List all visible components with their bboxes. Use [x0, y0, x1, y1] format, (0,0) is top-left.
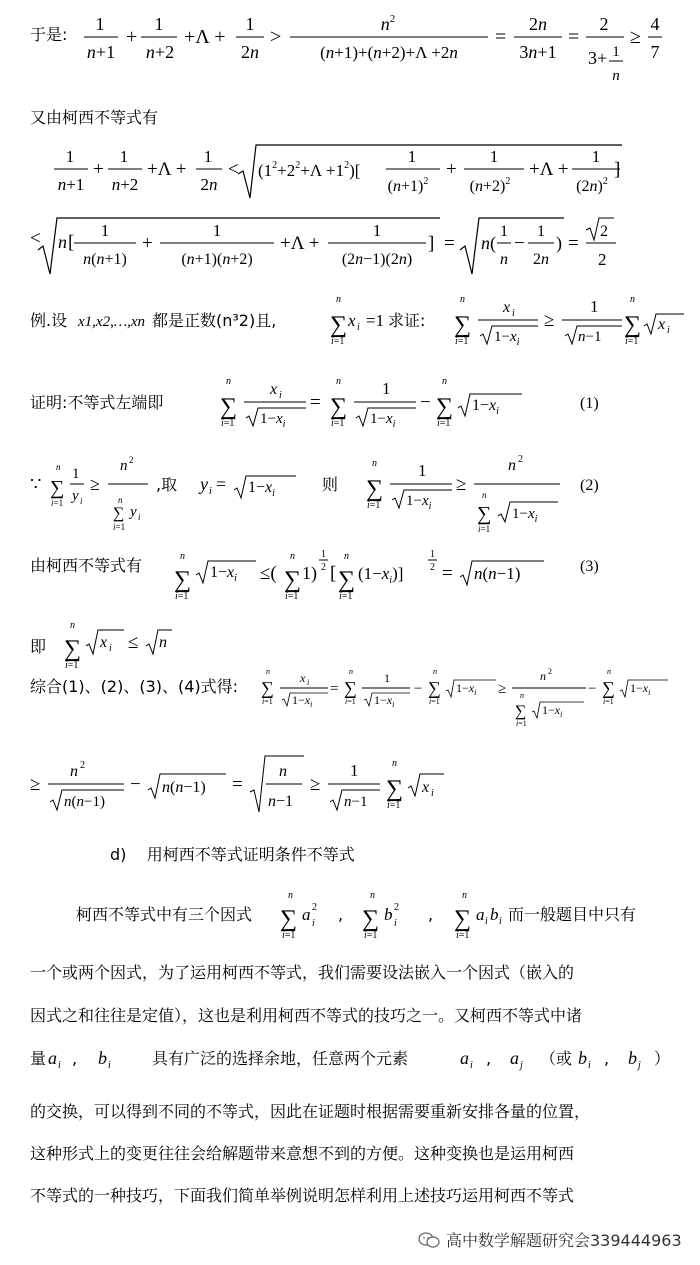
svg-text:1−xi: $1-x_i$ — [494, 329, 520, 348]
svg-text:i=1: i=1 — [285, 591, 299, 602]
svg-text:i=1: i=1 — [65, 660, 79, 670]
svg-text:=: = — [330, 681, 339, 697]
svg-text:n: n — [462, 890, 467, 901]
svg-text:i=1: i=1 — [455, 336, 469, 347]
svg-text:1: 1 — [372, 221, 382, 240]
svg-text:∑: ∑ — [477, 503, 492, 525]
svg-text:1: 1 — [590, 297, 599, 316]
svg-text:i: i — [138, 512, 141, 522]
svg-text:n: n — [336, 376, 341, 387]
svg-text:n(n−1): n(n−1) — [474, 564, 521, 583]
formula-line-1 — [0, 0, 700, 95]
svg-text:i=1: i=1 — [364, 930, 378, 941]
svg-text:4: 4 — [650, 14, 660, 34]
watermark — [418, 1228, 682, 1251]
svg-text:≥: ≥ — [498, 681, 507, 697]
svg-text:∑: ∑ — [386, 776, 404, 802]
svg-text:x: x — [348, 311, 356, 330]
svg-text:<: < — [228, 159, 239, 180]
para-line-1 — [0, 886, 700, 946]
svg-text:i=1: i=1 — [387, 800, 401, 811]
svg-text:i: i — [667, 325, 670, 336]
svg-text:1: 1 — [119, 147, 129, 166]
because-symbol: ∵ — [30, 474, 42, 494]
proof-line-5 — [0, 664, 700, 730]
svg-text:i=1: i=1 — [367, 500, 381, 511]
svg-text:,: , — [486, 1049, 492, 1068]
svg-text:∑: ∑ — [338, 567, 356, 593]
svg-text:i=1: i=1 — [456, 930, 470, 941]
svg-text:n: n — [279, 763, 287, 780]
svg-text:+Λ +: +Λ + — [147, 159, 187, 180]
svg-text:i=1: i=1 — [262, 697, 273, 706]
svg-text:1: 1 — [321, 549, 326, 560]
svg-text:n: n — [630, 294, 635, 305]
svg-text:n: n — [159, 634, 167, 651]
svg-text:(n+2)2: $(n+2)^2$ — [469, 176, 511, 195]
para1-post: 而一般题目中只有 — [508, 905, 637, 924]
svg-text:2: 2 — [548, 667, 552, 676]
svg-text:a: a — [476, 905, 485, 924]
svg-text:∑: ∑ — [330, 312, 348, 338]
svg-text:i=1: i=1 — [429, 697, 440, 706]
svg-text:2: 2 — [80, 760, 85, 771]
para-line-2: 一个或两个因式，为了运用柯西不等式，我们需要设法嵌入一个因式（嵌入的 — [30, 963, 575, 982]
svg-text:1−xi: $1-x_i$ — [456, 681, 477, 697]
svg-text:(n+1)(n+2): (n+1)(n+2) — [181, 251, 253, 268]
svg-text:n: n — [70, 620, 75, 631]
svg-text:1−xi: $1-x_i$ — [260, 411, 286, 430]
svg-text:n(: n( — [481, 233, 496, 253]
proof-label: 证明: — [30, 393, 68, 412]
svg-text:3n+1: 3n+1 — [519, 42, 557, 62]
svg-text:∑: ∑ — [344, 678, 357, 698]
svg-text:n−1: n−1 — [344, 794, 368, 810]
example-vars: x1,x2,…,xn — [78, 314, 146, 330]
svg-text:x: x — [270, 381, 278, 398]
svg-text:n: n — [460, 294, 465, 305]
svg-text:1: 1 — [537, 223, 545, 240]
para-line-6: 这种形式上的变更往往会给解题带来意想不到的方便。这种变换也是运用柯西 — [30, 1144, 575, 1163]
svg-text:i=1: i=1 — [625, 336, 639, 347]
svg-text:1: 1 — [95, 14, 105, 34]
svg-text:,: , — [604, 1049, 610, 1068]
svg-text:(n+1)2: $(n+1)^2$ — [387, 176, 429, 195]
svg-text:−: − — [414, 681, 423, 697]
svg-text:1−xi: $1-x_i$ — [370, 411, 396, 430]
example-prove: 求证: — [388, 311, 426, 330]
svg-text:n−1: n−1 — [578, 329, 602, 345]
svg-text:1: 1 — [489, 147, 499, 166]
svg-text:x: x — [422, 779, 430, 796]
svg-text:+: + — [446, 159, 457, 180]
svg-text:=: = — [232, 774, 243, 795]
svg-text:≥: ≥ — [456, 474, 467, 495]
svg-text:∑: ∑ — [113, 505, 125, 522]
svg-text:∑: ∑ — [366, 476, 384, 502]
svg-text:y: y — [72, 488, 79, 504]
svg-text:2: 2 — [394, 902, 399, 913]
svg-text:≥: ≥ — [630, 26, 641, 48]
svg-text:∑: ∑ — [220, 394, 238, 420]
svg-text:n: n — [508, 457, 516, 474]
svg-text:1: 1 — [350, 761, 359, 780]
svg-text:1: 1 — [100, 221, 110, 240]
svg-text:i: i — [312, 918, 315, 929]
svg-text:j: j — [520, 1060, 523, 1071]
svg-text:n: n — [58, 232, 67, 252]
svg-text:i: i — [499, 916, 502, 927]
para2-b: 具有广泛的选择余地，任意两个元素 — [152, 1049, 409, 1068]
svg-text:1: 1 — [418, 461, 427, 480]
svg-text:=: = — [216, 474, 227, 494]
svg-text:1−xi: $1-x_i$ — [374, 693, 395, 709]
svg-text:i=1: i=1 — [516, 719, 527, 728]
svg-text:3+: 3+ — [588, 48, 608, 68]
svg-text:b: b — [490, 905, 499, 924]
proof-line-1 — [0, 370, 700, 440]
svg-text:n+1: n+1 — [57, 175, 85, 194]
eq-number-1: (1) — [580, 395, 599, 412]
svg-text:2: 2 — [430, 562, 435, 573]
svg-text:n: n — [372, 458, 377, 469]
svg-text:n: n — [392, 758, 397, 769]
svg-text:b: b — [628, 1048, 637, 1068]
svg-text:2: 2 — [600, 223, 608, 240]
eq-number-3: (3) — [580, 558, 599, 575]
svg-text:∑: ∑ — [515, 703, 527, 720]
svg-text:2n: 2n — [241, 42, 259, 62]
svg-text:∑: ∑ — [174, 567, 192, 593]
svg-text:1: 1 — [612, 44, 620, 60]
para1-pre: 柯西不等式中有三个因式 — [76, 905, 253, 924]
svg-text:∑: ∑ — [624, 312, 642, 338]
svg-text:≥: ≥ — [544, 310, 555, 331]
svg-text:[: [ — [68, 232, 75, 253]
svg-text:n: n — [56, 462, 61, 472]
svg-text:,: , — [72, 1049, 78, 1068]
proof-line-3 — [0, 545, 700, 615]
svg-text:1: 1 — [384, 671, 390, 685]
svg-text:n+2: n+2 — [111, 175, 139, 194]
svg-text:1): 1) — [302, 563, 317, 583]
svg-text:1: 1 — [212, 221, 222, 240]
svg-text:=1: =1 — [366, 311, 385, 330]
svg-text:i: i — [588, 1060, 591, 1071]
svg-text:i=1: i=1 — [113, 522, 126, 532]
svg-text:b: b — [578, 1048, 587, 1068]
svg-text:1−xi: $1-x_i$ — [248, 479, 275, 499]
svg-text:i=1: i=1 — [603, 697, 614, 706]
svg-text:−: − — [130, 774, 141, 795]
svg-text:i=1: i=1 — [221, 418, 235, 429]
svg-text:n: n — [433, 667, 437, 676]
svg-text:n: n — [482, 490, 487, 500]
svg-text:n2: $n^2$ — [380, 13, 396, 34]
svg-text:n: n — [607, 667, 611, 676]
svg-text:1: 1 — [245, 14, 255, 34]
para2-a: 量 — [30, 1049, 47, 1068]
proof-line-2 — [0, 448, 700, 538]
svg-text:2: 2 — [321, 562, 326, 573]
example-label: 例.设 — [30, 311, 68, 330]
svg-text:≥: ≥ — [30, 774, 41, 795]
svg-text:x: x — [300, 671, 306, 685]
svg-text:a: a — [48, 1048, 57, 1068]
svg-text:=: = — [568, 233, 579, 254]
svg-text:i=1: i=1 — [478, 524, 491, 534]
para-line-4 — [0, 1040, 700, 1080]
svg-text:>: > — [270, 26, 282, 48]
svg-text:n: n — [540, 669, 546, 683]
svg-text:≥: ≥ — [90, 474, 100, 494]
svg-text:∑: ∑ — [280, 906, 298, 932]
para-line-5: 的交换，可以得到不同的不等式，因此在证题时根据需要重新安排各量的位置， — [30, 1102, 591, 1121]
svg-text:i=1: i=1 — [345, 697, 356, 706]
svg-text:−: − — [588, 681, 597, 697]
svg-text:≤: ≤ — [128, 632, 139, 653]
para-line-3: 因式之和往往是定值），这也是利用柯西不等式的技巧之一。又柯西不等式中诸 — [30, 1006, 583, 1025]
svg-text:2: 2 — [599, 14, 609, 34]
svg-text:i: i — [485, 916, 488, 927]
svg-text:∑: ∑ — [284, 567, 302, 593]
svg-text:[: [ — [330, 563, 337, 584]
svg-text:∑: ∑ — [602, 678, 615, 698]
svg-text:∑: ∑ — [454, 906, 472, 932]
wechat-icon — [418, 1231, 440, 1249]
svg-text:1−xi: $1-x_i$ — [472, 397, 499, 417]
svg-text:n: n — [180, 551, 185, 562]
formula-line-4 — [0, 212, 700, 282]
svg-text:i: i — [307, 678, 310, 687]
svg-text:1: 1 — [500, 223, 508, 240]
svg-text:1−xi: $1-x_i$ — [542, 703, 563, 719]
svg-text:i=1: i=1 — [175, 591, 189, 602]
line1-prefix: 于是: — [30, 25, 68, 44]
watermark-text: 高中数学解题研究会339444963 — [446, 1231, 682, 1250]
svg-text:i: i — [109, 643, 112, 654]
svg-text:i: i — [279, 390, 282, 401]
svg-text:(n+1)+(n+2)+Λ +2n: (n+1)+(n+2)+Λ +2n — [320, 43, 458, 62]
svg-text:2: 2 — [129, 455, 134, 465]
svg-text:+: + — [142, 233, 153, 254]
svg-text:≤(: ≤( — [260, 563, 277, 584]
section-d-title: 用柯西不等式证明条件不等式 — [146, 845, 355, 864]
svg-text:1−xi: $1-x_i$ — [512, 506, 538, 525]
svg-text:1: 1 — [65, 147, 75, 166]
svg-text:证明:不等式左端即 — [30, 393, 163, 412]
svg-text:a: a — [302, 905, 311, 924]
svg-text:n: n — [288, 890, 293, 901]
para2-d: ） — [654, 1049, 671, 1068]
line2-text: 又由柯西不等式有 — [30, 108, 159, 127]
svg-text:2n: 2n — [200, 175, 218, 194]
example-line — [0, 288, 700, 358]
svg-text:−: − — [514, 233, 525, 254]
svg-text:1−xi: $1-x_i$ — [292, 693, 313, 709]
svg-text:n: n — [344, 551, 349, 562]
svg-text:=: = — [310, 392, 321, 413]
proof-left-end: 不等式左端即 — [67, 393, 164, 412]
step5-label: 综合(1)、(2)、(3)、(4)式得: — [30, 677, 239, 696]
svg-text:1: 1 — [430, 549, 435, 560]
svg-text:]: ] — [614, 159, 621, 180]
svg-text:(2n)2: $(2n)^2$ — [576, 176, 608, 195]
svg-text:1−xi: $1-x_i$ — [630, 681, 651, 697]
svg-text:]: ] — [428, 233, 435, 254]
svg-text:i=1: i=1 — [437, 418, 451, 429]
svg-text:+: + — [126, 26, 138, 48]
svg-text:n+1: n+1 — [86, 42, 116, 62]
svg-text:b: b — [384, 905, 393, 924]
svg-text:+Λ +: +Λ + — [184, 26, 226, 48]
svg-text:n(n−1): n(n−1) — [162, 779, 206, 796]
svg-text:2n: 2n — [533, 251, 549, 268]
svg-text:n(n+1): n(n+1) — [83, 251, 127, 268]
svg-text:1: 1 — [154, 14, 164, 34]
svg-text:n: n — [70, 763, 78, 780]
svg-text:2: 2 — [598, 250, 607, 269]
svg-text:≥: ≥ — [310, 774, 321, 795]
svg-text:x: x — [658, 316, 666, 333]
svg-text:n: n — [370, 890, 375, 901]
svg-text:): ) — [556, 233, 562, 253]
svg-text:∑: ∑ — [454, 312, 472, 338]
svg-text:y: y — [130, 504, 137, 520]
svg-text:∑: ∑ — [436, 394, 454, 420]
svg-text:=: = — [444, 233, 455, 254]
svg-text:n: n — [118, 495, 123, 505]
svg-text:n−1: n−1 — [268, 793, 294, 810]
proof-line-4 — [0, 618, 700, 670]
svg-text:n: n — [120, 458, 128, 474]
svg-text:i=1: i=1 — [282, 930, 296, 941]
svg-text:1: 1 — [382, 379, 391, 398]
svg-text:n: n — [290, 551, 295, 562]
svg-text:1−xi: $1-x_i$ — [210, 564, 237, 584]
svg-text:,: , — [338, 905, 344, 924]
proof-line-6 — [0, 750, 700, 830]
svg-text:∑: ∑ — [50, 477, 65, 499]
svg-text:1−xi: $1-x_i$ — [406, 493, 432, 512]
para2-c: （或 — [540, 1049, 573, 1068]
svg-text:i: i — [394, 918, 397, 929]
svg-text:+Λ +: +Λ + — [280, 233, 320, 254]
svg-text:i: i — [108, 1060, 111, 1071]
formula-line-3 — [0, 140, 700, 205]
eq-number-2: (2) — [580, 477, 599, 494]
svg-text:+: + — [93, 159, 104, 180]
svg-text:n(n−1): n(n−1) — [64, 794, 105, 810]
svg-text:1: 1 — [203, 147, 213, 166]
svg-text:=: = — [568, 26, 580, 48]
svg-text:+Λ +: +Λ + — [529, 159, 569, 180]
svg-text:n+2: n+2 — [145, 42, 175, 62]
svg-text:∑: ∑ — [428, 678, 441, 698]
svg-text:1: 1 — [72, 466, 80, 482]
svg-text:x: x — [100, 634, 108, 651]
svg-text:n: n — [226, 376, 231, 387]
svg-text:=: = — [495, 26, 507, 48]
svg-text:i=1: i=1 — [339, 591, 353, 602]
svg-text:n: n — [612, 68, 620, 84]
svg-text:i=1: i=1 — [51, 498, 64, 508]
svg-text:2: 2 — [518, 454, 523, 465]
svg-text:7: 7 — [650, 42, 660, 62]
take-label: ,取 — [156, 475, 178, 494]
svg-text:b: b — [98, 1048, 107, 1068]
svg-text:1: 1 — [591, 147, 601, 166]
svg-text:i: i — [209, 486, 212, 497]
svg-text:,: , — [428, 905, 434, 924]
svg-text:i=1: i=1 — [331, 418, 345, 429]
svg-text:i: i — [80, 496, 83, 506]
section-d-marker: d) — [110, 845, 127, 864]
svg-text:∑: ∑ — [64, 636, 82, 662]
para-line-7: 不等式的一种技巧，下面我们简单举例说明怎样利用上述技巧运用柯西不等式 — [30, 1186, 575, 1205]
svg-text:<: < — [30, 228, 41, 249]
section-d-heading — [110, 842, 355, 865]
svg-text:i: i — [512, 308, 515, 319]
svg-text:(2n−1)(2n): (2n−1)(2n) — [341, 251, 413, 268]
step3-label: 由柯西不等式有 — [30, 556, 143, 575]
svg-text:2n: 2n — [529, 14, 547, 34]
svg-text:i: i — [58, 1060, 61, 1071]
svg-text:2: 2 — [312, 902, 317, 913]
example-cond: 都是正数(n³2)且, — [152, 311, 277, 330]
svg-text:n: n — [442, 376, 447, 387]
svg-text:=: = — [442, 563, 453, 584]
svg-text:∑: ∑ — [362, 906, 380, 932]
svg-text:−: − — [420, 392, 431, 413]
svg-text:n: n — [500, 251, 508, 268]
svg-text:∑: ∑ — [261, 678, 274, 698]
svg-text:n: n — [336, 294, 341, 305]
svg-text:i=1: i=1 — [331, 336, 345, 347]
svg-text:y: y — [200, 474, 208, 494]
svg-text:j: j — [638, 1060, 641, 1071]
svg-text:n: n — [520, 691, 524, 700]
svg-text:∑: ∑ — [330, 394, 348, 420]
svg-text:1: 1 — [407, 147, 417, 166]
step4-label: 即 — [30, 637, 47, 656]
then-label: 则 — [322, 475, 339, 494]
svg-text:(12+22+Λ +12)[: $(1^2+2^2+\Lambda +1^2)$[ — [258, 160, 361, 180]
svg-text:i: i — [357, 322, 360, 333]
svg-text:a: a — [510, 1048, 519, 1068]
svg-text:(1−xi)]: $(1-x_i)$] — [358, 564, 404, 586]
svg-text:x: x — [503, 299, 511, 316]
svg-text:n: n — [266, 667, 270, 676]
svg-text:i: i — [431, 788, 434, 799]
svg-text:n: n — [349, 667, 353, 676]
svg-text:i: i — [470, 1060, 473, 1071]
svg-text:a: a — [460, 1048, 469, 1068]
